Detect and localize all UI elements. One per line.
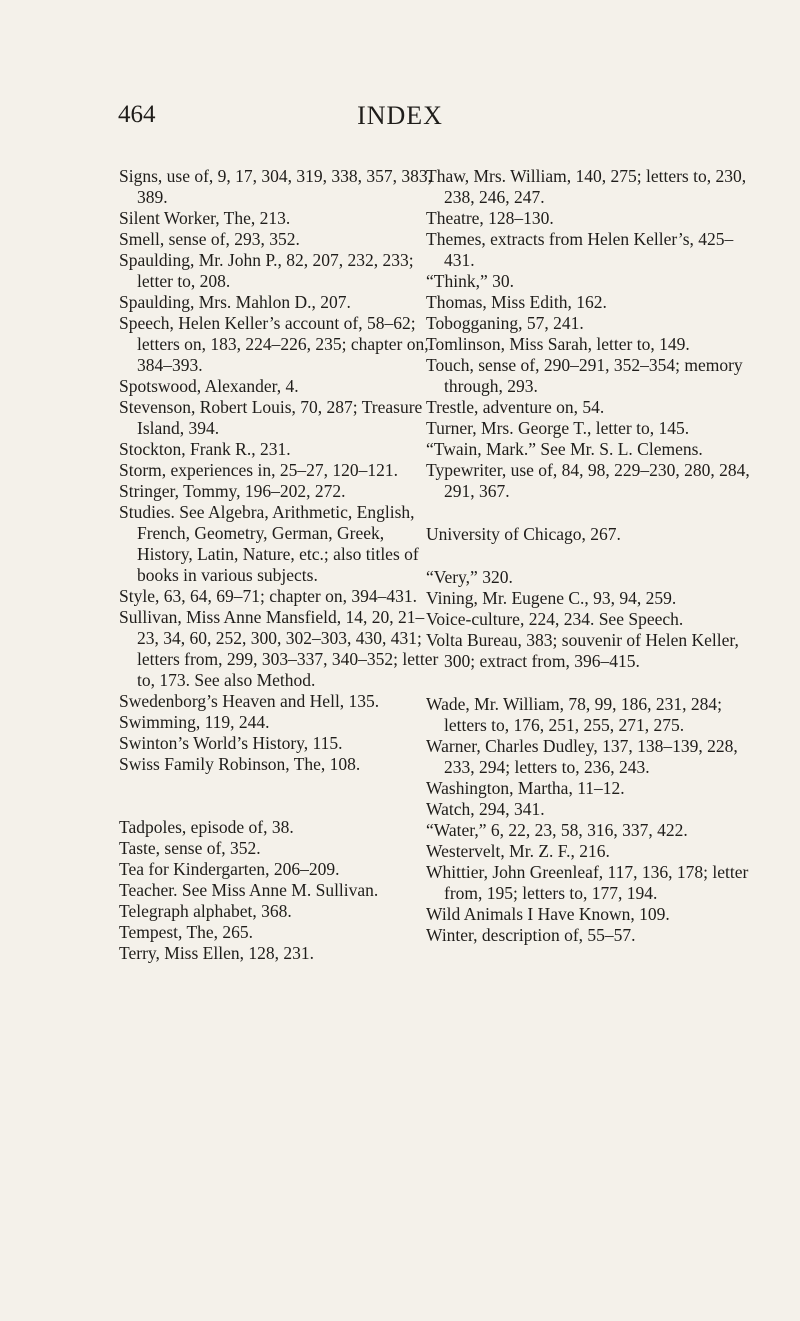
section-gap (426, 545, 756, 567)
index-entry: Tempest, The, 265. (119, 922, 254, 942)
index-entry: Themes, extracts from Helen Keller’s, 425–431. (426, 229, 734, 270)
index-entry: Telegraph alphabet, 368. (119, 901, 292, 921)
index-entry: Stevenson, Robert Louis, 70, 287; Treasure Island, 394. (119, 397, 423, 438)
index-entry: “Very,” 320. (426, 567, 513, 587)
index-entry: “Twain, Mark.” See Mr. S. L. Clemens. (426, 439, 703, 459)
index-entry: University of Chicago, 267. (426, 524, 621, 544)
index-entry: Touch, sense of, 290–291, 352–354; memory through, 293. (426, 355, 743, 396)
index-entry: Signs, use of, 9, 17, 304, 319, 338, 357, 383, 389. (119, 166, 433, 207)
section-gap (426, 672, 756, 694)
index-entry: Watch, 294, 341. (426, 799, 545, 819)
index-entry: Voice-culture, 224, 234. See Speech. (426, 609, 684, 629)
index-entry: Trestle, adventure on, 54. (426, 397, 605, 417)
page-header (0, 101, 800, 141)
index-entry: Style, 63, 64, 69–71; chapter on, 394–431. (119, 586, 417, 606)
index-entry: Spaulding, Mrs. Mahlon D., 207. (119, 292, 351, 312)
index-entry: Swimming, 119, 244. (119, 712, 270, 732)
index-entry: Winter, description of, 55–57. (426, 925, 636, 945)
index-entry: Sullivan, Miss Anne Mansfield, 14, 20, 21–23, 34, 60, 252, 300, 302–303, 430, 431; letters from, 299, 303–337, 340–352; letter to, 173. See also Method. (119, 607, 439, 690)
index-entry: Tomlinson, Miss Sarah, letter to, 149. (426, 334, 690, 354)
index-entry: Typewriter, use of, 84, 98, 229–230, 280, 284, 291, 367. (426, 460, 750, 501)
index-entry: Studies. See Algebra, Arithmetic, English, French, Geometry, German, Greek, History, Latin, Nature, etc.; also titles of books in various subjects. (119, 502, 419, 585)
index-entry: Whittier, John Greenleaf, 117, 136, 178; letter from, 195; letters to, 177, 194. (426, 862, 749, 903)
index-entry: Tobogganing, 57, 241. (426, 313, 584, 333)
index-entry: Swedenborg’s Heaven and Hell, 135. (119, 691, 380, 711)
index-entry: Taste, sense of, 352. (119, 838, 261, 858)
index-column-right (426, 166, 756, 946)
page-title: INDEX (357, 101, 443, 130)
index-entry: “Think,” 30. (426, 271, 514, 291)
index-entry: Wade, Mr. William, 78, 99, 186, 231, 284; letters to, 176, 251, 255, 271, 275. (426, 694, 723, 735)
index-entry: Volta Bureau, 383; souvenir of Helen Keller, 300; extract from, 396–415. (426, 630, 739, 671)
index-entry: Speech, Helen Keller’s account of, 58–62; letters on, 183, 224–226, 235; chapter on, 384–393. (119, 313, 429, 375)
index-entry: Spaulding, Mr. John P., 82, 207, 232, 233; letter to, 208. (119, 250, 414, 291)
index-entry: Warner, Charles Dudley, 137, 138–139, 228, 233, 294; letters to, 236, 243. (426, 736, 738, 777)
index-entry: Silent Worker, The, 213. (119, 208, 291, 228)
index-entry: Westervelt, Mr. Z. F., 216. (426, 841, 610, 861)
index-entry: Swinton’s World’s History, 115. (119, 733, 343, 753)
section-gap (426, 502, 756, 524)
index-entry: Thomas, Miss Edith, 162. (426, 292, 607, 312)
index-entry: Tea for Kindergarten, 206–209. (119, 859, 340, 879)
index-entry: “Water,” 6, 22, 23, 58, 316, 337, 422. (426, 820, 688, 840)
index-entry: Vining, Mr. Eugene C., 93, 94, 259. (426, 588, 677, 608)
index-column-left (119, 166, 444, 964)
index-entry: Spotswood, Alexander, 4. (119, 376, 299, 396)
index-entry: Washington, Martha, 11–12. (426, 778, 625, 798)
index-entry: Smell, sense of, 293, 352. (119, 229, 300, 249)
index-entry: Swiss Family Robinson, The, 108. (119, 754, 361, 774)
section-gap (119, 775, 444, 817)
page-number: 464 (118, 101, 156, 128)
index-entry: Teacher. See Miss Anne M. Sullivan. (119, 880, 379, 900)
index-entry: Storm, experiences in, 25–27, 120–121. (119, 460, 398, 480)
index-entry: Tadpoles, episode of, 38. (119, 817, 294, 837)
index-entry: Stockton, Frank R., 231. (119, 439, 291, 459)
index-entry: Stringer, Tommy, 196–202, 272. (119, 481, 346, 501)
index-entry: Terry, Miss Ellen, 128, 231. (119, 943, 314, 963)
index-entry: Wild Animals I Have Known, 109. (426, 904, 670, 924)
index-entry: Theatre, 128–130. (426, 208, 554, 228)
index-entry: Turner, Mrs. George T., letter to, 145. (426, 418, 690, 438)
index-entry: Thaw, Mrs. William, 140, 275; letters to, 230, 238, 246, 247. (426, 166, 747, 207)
